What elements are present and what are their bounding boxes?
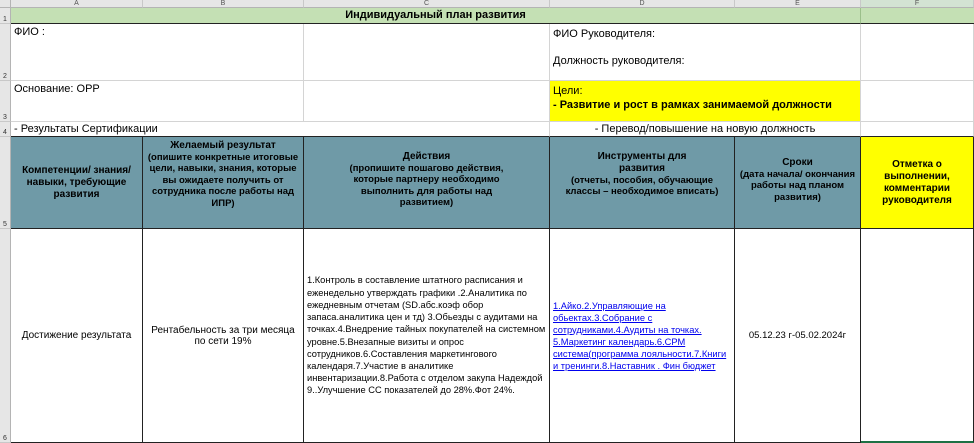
- header-terms-title: Сроки: [782, 157, 813, 168]
- column-header-e[interactable]: E: [735, 0, 861, 8]
- column-header-f[interactable]: F: [861, 0, 974, 8]
- basis-label: Основание: ОРР: [14, 83, 100, 95]
- row-header-5[interactable]: 5: [0, 137, 11, 229]
- column-header-a[interactable]: A: [11, 0, 143, 8]
- row3-cell-f[interactable]: [861, 81, 974, 122]
- fio-cell[interactable]: [11, 24, 304, 81]
- goals-label: Цели:: [553, 85, 583, 97]
- basis-value-cell[interactable]: [304, 81, 550, 122]
- header-desired-sub: (опишите конкретные итоговые цели, навыки, знания, которые вы ожидаете получить от сотрудника после работы над ИПР): [147, 152, 299, 209]
- basis-cell[interactable]: [11, 81, 304, 122]
- tools-cell[interactable]: [550, 229, 735, 443]
- competency-cell[interactable]: [11, 229, 143, 443]
- desired-result-cell[interactable]: [143, 229, 304, 443]
- terms-cell[interactable]: [735, 229, 861, 443]
- select-all-corner[interactable]: [0, 0, 11, 8]
- header-competencies-text: Компетенции/ знания/навыки, требующие развития: [22, 164, 131, 200]
- header-desired-title: Желаемый результат: [170, 140, 276, 151]
- header-terms-sub: (дата начала/ окончания работы над планом развития): [739, 169, 856, 203]
- row-header-2[interactable]: 2: [0, 24, 11, 81]
- row-header-3[interactable]: 3: [0, 81, 11, 122]
- plan-title: Индивидуальный план развития: [11, 8, 861, 24]
- actions-cell[interactable]: [304, 229, 550, 443]
- goals-value: - Развитие и рост в рамках занимаемой должности: [553, 99, 832, 111]
- header-actions[interactable]: [304, 137, 550, 229]
- desired-result-value: Рентабельность за три месяца по сети 19%: [151, 324, 295, 347]
- column-header-c[interactable]: C: [304, 0, 550, 8]
- header-mark[interactable]: [861, 137, 974, 229]
- manager-position-label: Должность руководителя:: [553, 55, 685, 67]
- manager-cell[interactable]: [550, 24, 861, 81]
- fio-label: ФИО :: [14, 26, 45, 38]
- certification-label: - Результаты Сертификации: [14, 123, 158, 135]
- column-header-b[interactable]: B: [143, 0, 304, 8]
- certification-cell[interactable]: [11, 122, 550, 137]
- mark-cell[interactable]: [861, 229, 974, 443]
- fio-value-cell[interactable]: [304, 24, 550, 81]
- promotion-cell[interactable]: [550, 122, 861, 137]
- title-cell-f[interactable]: [861, 8, 974, 24]
- header-competencies[interactable]: [11, 137, 143, 229]
- header-tools-sub: (отчеты, пособия, обучающие классы – необходимое вписать): [565, 175, 719, 198]
- manager-name-label: ФИО Руководителя:: [553, 28, 656, 40]
- competency-value: Достижение результата: [21, 330, 132, 341]
- header-actions-title: Действия: [402, 151, 451, 162]
- actions-value: 1.Контроль в составление штатного расписания и еженедельно утверждать графики .2.Аналитика по ежедневным отчетам (SD.абс.коэф обор запаса.аналитика цен и тд) 3.Обьезды с аудитами на точках.4.Внедрение тайных покупателей на системном уровне.5.Внезапные визиты и опрос сотрудников.6.Составления маркетингового календаря.7.Участие в аналитике инвентаризации.8.Работа с отделом закупа Надеждой 9..Улучшение СС показателей до 28%.Фот 24%.: [307, 275, 546, 396]
- header-desired-result[interactable]: [143, 137, 304, 229]
- goals-cell[interactable]: [550, 81, 861, 122]
- header-actions-sub: (пропишите пошагово действия, которые партнеру необходимо выполнить для работы над развитием): [349, 163, 504, 209]
- header-tools[interactable]: [550, 137, 735, 229]
- tools-link[interactable]: 1.Айко.2.Управляющие на обьектах.3.Собрание с сотрудниками.4.Аудиты на точках. 5.Маркетинг календарь.6.СРМ система(программа лояльности.7.Книги и тренинги.8.Наставник . Фин бюджет: [553, 300, 727, 371]
- row-header-6[interactable]: 6: [0, 229, 11, 443]
- header-mark-text: Отметка о выполнении, комментарии руководителя: [882, 158, 952, 206]
- header-tools-title: Инструменты для развития: [597, 151, 687, 174]
- row2-cell-f[interactable]: [861, 24, 974, 81]
- promotion-label: - Перевод/повышение на новую должность: [594, 123, 816, 135]
- header-terms[interactable]: [735, 137, 861, 229]
- terms-value: 05.12.23 г-05.02.2024г: [748, 330, 847, 341]
- row4-cell-f[interactable]: [861, 122, 974, 137]
- row-header-4[interactable]: 4: [0, 122, 11, 137]
- column-header-d[interactable]: D: [550, 0, 735, 8]
- row-header-1[interactable]: 1: [0, 8, 11, 24]
